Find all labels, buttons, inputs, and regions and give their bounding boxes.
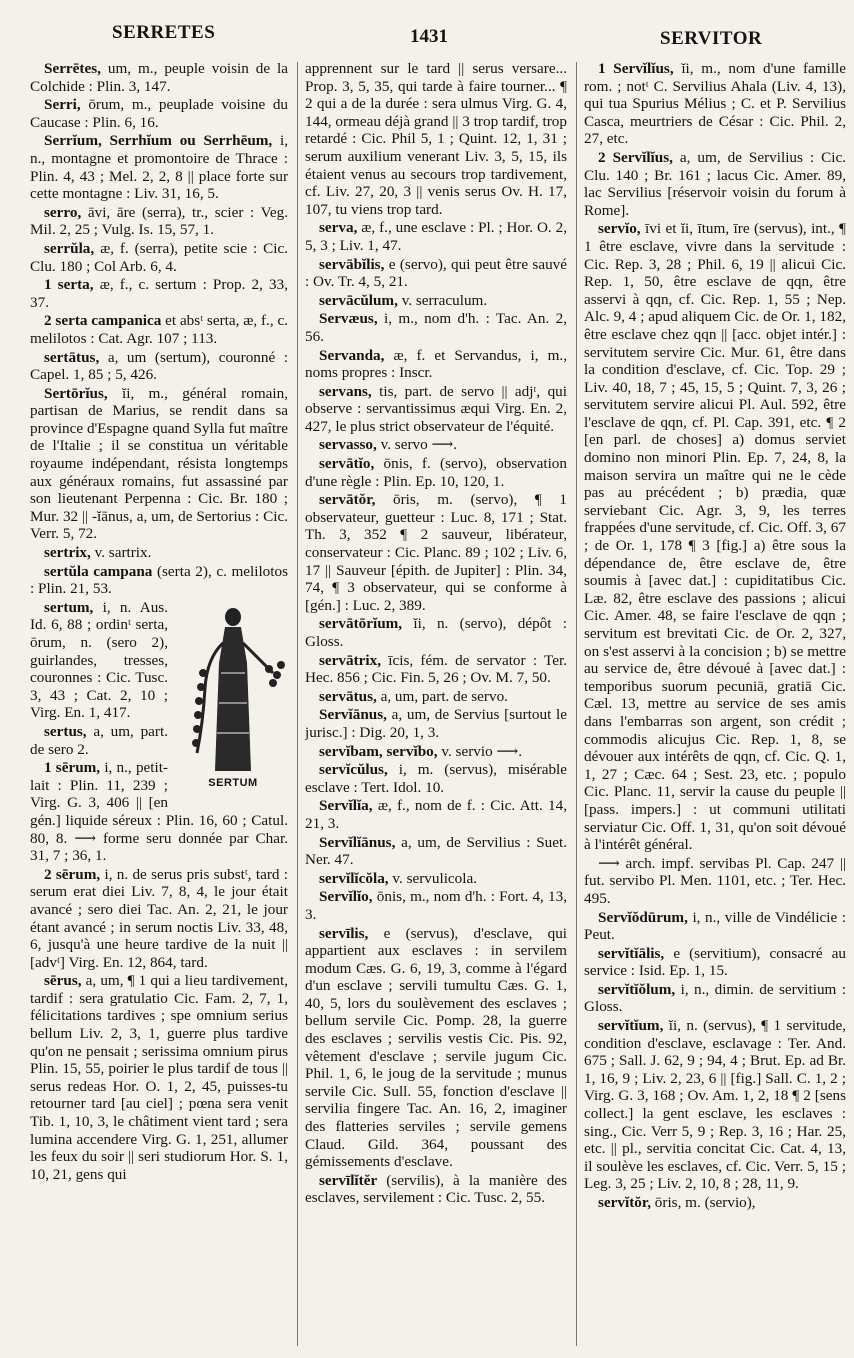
entry-definition: i, m. (servus), misérable esclave : Tert. Idol. 10. xyxy=(305,761,567,796)
dictionary-entry xyxy=(305,652,567,687)
column-3 xyxy=(584,60,846,1348)
entry-definition: æ, f., c. sertum : Prop. 2, 33, 37. xyxy=(30,276,288,311)
dictionary-entry xyxy=(584,909,846,944)
sertum-illustration xyxy=(174,603,288,793)
dictionary-entry xyxy=(584,1017,846,1193)
entry-headword: servātrix, xyxy=(319,651,381,669)
dictionary-entry xyxy=(30,563,288,598)
entry-definition: ōnis, f. (servo), observation d'une règle : Plin. Ep. 10, 120, 1. xyxy=(305,455,567,490)
dictionary-entry xyxy=(305,797,567,832)
dictionary-entry xyxy=(305,888,567,923)
entry-definition: et absᵗ serta, æ, f., c. melilotos : Cat. Agr. 107 ; 113. xyxy=(30,312,288,347)
entry-definition: (servilis), à la manière des esclaves, servilement : Cic. Tusc. 2, 55. xyxy=(305,1171,567,1207)
entry-definition: i, n. Aus. Id. 6, 88 ; ordinᵗ serta, ōrum, n. (sero 2), guirlandes, tresses, couronnes : Cic. Tusc. 3, 43 ; Cat. 2, 10 ; Virg. En. 1, 417. xyxy=(30,598,168,722)
header-left-guideword: SERRETES xyxy=(112,22,216,43)
entry-definition: i, n., dimin. de servitium : Gloss. xyxy=(584,980,846,1016)
entry-definition: (serta 2), c. melilotos : Plin. 21, 53. xyxy=(30,562,288,598)
entry-definition: a, um, de Servilius : Cic. Clu. 140 ; Br. 161 ; lacus Cic. Amer. 89, lac Servilius [réservoir voisin du forum à Rome]. xyxy=(584,148,846,219)
dictionary-entry xyxy=(305,455,567,490)
entry-headword: Servĭlĭo, xyxy=(319,888,373,906)
entry-headword: servātōrĭum, xyxy=(319,615,403,633)
dictionary-entry xyxy=(305,761,567,796)
entry-definition: æ, f., nom de f. : Cic. Att. 14, 21, 3. xyxy=(305,797,567,832)
entry-definition: ĭi, n. (servo), dépôt : Gloss. xyxy=(305,615,567,650)
entry-headword: sertrix, xyxy=(44,544,91,562)
figure-caption: SERTUM xyxy=(208,776,258,789)
dictionary-entry xyxy=(305,491,567,614)
entry-headword: Servæus, xyxy=(319,310,378,328)
entry-definition: e (servitium), consacré au service : Isid. Ep. 1, 15. xyxy=(584,944,846,980)
entry-definition: ōrum, m., peuplade voisine du Caucase : Plin. 6, 16. xyxy=(30,96,288,131)
entry-definition: ĭi, m., nom d'une famille rom. ; notᵗ C. Servilius Ahala (Liv. 4, 13), qui tua Spurius Mélius ; C. et P. Servilius Casca, meurtriers de César : Cic. Phil. 2, 27, etc. xyxy=(584,60,846,148)
entry-headword: serva, xyxy=(319,219,358,237)
dictionary-entry xyxy=(305,383,567,436)
column-2 xyxy=(305,60,567,1348)
entry-headword: servīlis, xyxy=(319,924,369,942)
entry-headword: servācŭlum, xyxy=(319,291,398,309)
dictionary-entry xyxy=(584,60,846,148)
entry-headword: Servĭlĭa, xyxy=(319,797,373,815)
entry-definition: apprennent sur le tard || serus versare... Prop. 3, 5, 35, qui tarde à faire tourner... ¶ 2 qui a de la durée : sera ulmus Virg. G. 4, 144, ormeau déjà grand || 3 trop tardif, trop retardé : Cic. Phil 5, 1 ; Quint. 12, 1, 31 ; serum auxilium venerant Liv. 3, 5, 15, ils étaient venus au secours trop tardivement, cf. Liv. 27, 20, 3 || venis serus Ov. H. 17, 107, tu viens trop tard. xyxy=(305,60,567,218)
statue-with-garland-icon xyxy=(177,603,288,775)
dictionary-entry xyxy=(30,866,288,972)
dictionary-entry xyxy=(305,688,567,706)
page-header xyxy=(0,22,854,50)
entry-definition: ōris, m. (servo), ¶ 1 observateur, guetteur : Luc. 8, 171 ; Stat. Th. 3, 352 ¶ 2 sauveur, libérateur, conservateur : Cic. Planc. 89 ; 102 ; Liv. 6, 17 || Sauveur [épith. de Jupiter] : Plin. 34, 74, ¶ 3 observateur, qui se conforme à [gén.] : Luc. 2, 389. xyxy=(305,491,567,614)
page-number: 1431 xyxy=(410,26,448,47)
entry-headword: sertum, xyxy=(44,598,94,616)
entry-definition: a, um, de Servius [surtout le jurisc.] : Dig. 20, 1, 3. xyxy=(305,706,567,741)
dictionary-entry xyxy=(30,276,288,311)
dictionary-entry xyxy=(305,436,567,454)
entry-headword: servĭo, xyxy=(598,220,641,238)
entry-definition: um, m., peuple voisin de la Colchide : Plin. 3, 147. xyxy=(30,60,288,95)
entry-headword: servans, xyxy=(319,382,372,400)
entry-definition: īcis, fém. de servator : Ter. Hec. 856 ; Cic. Fin. 5, 26 ; Ov. M. 7, 50. xyxy=(305,651,567,687)
entry-headword: Sertōrĭus, xyxy=(44,384,108,402)
entry-headword: Serri, xyxy=(44,96,81,114)
entry-definition: a, um, part. de sero 2. xyxy=(30,722,168,758)
entry-definition: īvi et ĭi, ītum, īre (servus), int., ¶ 1 être esclave, vivre dans la servitude : Cic. Rep. 3, 28 ; Phil. 6, 19 || alicui Cic. Rep. 1, 50, être esclave de qqn, être asservi à qqn, cf. Cic. Rep. 1, 55 ; Nep. Alc. 9, 4 ; apud aliquem Cic. de Or. 1, 182, être esclave chez qqn || [acc. objet intér.] : servitutem servire Cic. Mur. 61, être dans la condition d'esclave, cf. Cic. Top. 29 ; Liv. 40, 18, 7 ; 45, 15, 5 ; Quint. 7, 3, 26 ; servitutem servire alicui Pl. Aul. 592, être l'esclave de qqn, cf. Pl. Cap. 391, etc. ¶ 2 [en parl. de choses] a) domus serviet domino non minori Plin. Ep. 7, 24, 8, la maison servira un maître qui ne le cède pas au précédent ; b) prædia, quæ serviebant Cic. Agr. 3, 9, les terres frappées d'une servitude, cf. Cic. Off. 3, 67 ; de Or. 1, 178 ¶ 3 [fig.] a) être sous la dépendance de, être esclave de, être soumis à [avec dat.] : cupiditatibus Cic. Læ. 82, être esclave des passions ; alicui Cic. Amer. 48, se faire l'esclave de qqn ; servitum est brevitati Cic. de Or. 2, 327, on s'est asservi à la concision ; b) se mettre au service de, être dévoué à [avec dat.] : temporibus suorum pecuniā, gratiā Cic. Cæl. 13, mettre au service de ses amis dans l'embarras son argent, son crédit ; commodis alicujus Cic. Rep. 1, 8, se dévouer aux intérêts de qqn, cf. Cic. Q. 1, 1, 27 ; Cæc. 64 ; Sest. 23, etc. ; populo Cic. Planc. 11, servir la cause du peuple || [pass. impers.] : ut communi utilitati serviatur Cic. Off. 1, 31, qu'on soit dévoué à l'intérêt général. xyxy=(584,220,846,854)
dictionary-entry xyxy=(30,544,288,562)
entry-definition: i, m., nom d'h. : Tac. An. 2, 56. xyxy=(305,310,567,345)
entry-definition: tis, part. de servo || adjᵗ, qui observe : servantissimus æqui Virg. En. 2, 427, le plus strict observateur de l'équité. xyxy=(305,382,567,435)
entry-definition: æ, f., une esclave : Pl. ; Hor. O. 2, 5, 3 ; Liv. 1, 47. xyxy=(305,219,567,254)
dictionary-entry xyxy=(305,743,567,761)
entry-headword: Serrĭum, Serrhĭum ou Serrhēum, xyxy=(44,132,273,150)
entry-definition: i, n., ville de Vindélicie : Peut. xyxy=(584,908,846,944)
dictionary-entry xyxy=(30,204,288,239)
entry-headword: serrŭla, xyxy=(44,239,95,257)
entry-headword: 2 Servĭlĭus, xyxy=(598,148,673,166)
dictionary-entry xyxy=(305,870,567,888)
entry-definition: i, n., montagne et promontoire de Thrace : Plin. 4, 43 ; Mel. 2, 2, 8 || place forte sur cette montagne : Liv. 31, 16, 5. xyxy=(30,132,288,203)
dictionary-entry xyxy=(584,981,846,1016)
dictionary-entry xyxy=(584,855,846,908)
dictionary-entry xyxy=(305,219,567,254)
entry-definition: æ, f. et Servandus, i, m., noms propres : Inscr. xyxy=(305,346,567,382)
entry-headword: servĭlĭcŏla, xyxy=(319,869,389,887)
dictionary-entry xyxy=(584,945,846,980)
dictionary-entry xyxy=(305,706,567,741)
dictionary-entry xyxy=(584,149,846,219)
column-1 xyxy=(30,60,288,1348)
entry-headword: sertŭla campana xyxy=(44,562,153,580)
entry-headword: 1 serta, xyxy=(44,276,94,294)
dictionary-entry xyxy=(30,60,288,95)
entry-headword: servĭtĭŏlum, xyxy=(598,980,676,998)
entry-definition: ĭi, m., général romain, partisan de Marius, se rendit dans sa province d'Espagne quand Sylla fut maître de l'Italie ; il se constitua un véritable royaume indépendant, résista longtemps aux généraux romains, fut assassiné par son lieutenant Perpenna : Cic. Br. 180 ; Mur. 32 || -ĭānus, a, um, de Sertorius : Cic. Verr. 5, 72. xyxy=(30,384,288,543)
entry-definition: v. serraculum. xyxy=(401,291,488,309)
dictionary-entry xyxy=(30,972,288,1183)
entry-headword: Servĭŏdūrum, xyxy=(598,908,688,926)
entry-headword: servīlĭtĕr xyxy=(319,1171,378,1189)
dictionary-entry xyxy=(305,925,567,1171)
entry-headword: servātĭo, xyxy=(319,455,375,473)
entry-definition: ⟶ arch. impf. servibas Pl. Cap. 247 || fut. servibo Pl. Men. 1101, etc. ; Ter. Hec. 495. xyxy=(584,854,846,907)
entry-definition: a, um, ¶ 1 qui a lieu tardivement, tardif : sera gratulatio Cic. Fam. 2, 7, 1, félicitations tardives ; spe omnium serius bellum Liv. 2, 3, 1, guerre plus tardive qu'on ne pensait ; serissima omnium pirus Plin. 15, 55, poirier le plus tardif de tous || serus redeas Hor. O. 1, 2, 45, puisses-tu retourner tard [au ciel] ; pœna sera venit Tib. 1, 10, 3, le châtiment vient tard ; sera lumina accendere Virg. G. 1, 251, allumer les feux du soir || seri studiorum Hor. S. 1, 10, 21, gens qui xyxy=(30,972,288,1183)
dictionary-entry xyxy=(30,132,288,202)
entry-definition: āvi, āre (serra), tr., scier : Veg. Mil. 2, 25 ; Vulg. Is. 15, 57, 1. xyxy=(30,203,288,239)
entry-headword: servasso, xyxy=(319,436,377,454)
entry-definition: v. servulicola. xyxy=(392,869,478,887)
entry-headword: servĭtŏr, xyxy=(598,1194,651,1211)
dictionary-entry xyxy=(584,220,846,853)
entry-headword: Servĭlĭānus, xyxy=(319,833,396,851)
entry-headword: servābĭlis, xyxy=(319,255,385,273)
entry-headword: 1 sērum, xyxy=(44,759,101,777)
dictionary-entry xyxy=(305,256,567,291)
entry-headword: servĭcŭlus, xyxy=(319,761,388,779)
dictionary-entry xyxy=(305,60,567,218)
entry-definition: v. sartrix. xyxy=(94,544,152,562)
entry-definition: a, um, part. de servo. xyxy=(380,687,508,705)
entry-definition: v. servio ⟶. xyxy=(441,742,523,760)
entry-definition: a, um, de Servilius : Suet. Ner. 47. xyxy=(305,833,567,869)
entry-headword: servĭtĭum, xyxy=(598,1017,664,1035)
dictionary-entry xyxy=(305,615,567,650)
dictionary-entry xyxy=(30,349,288,384)
entry-definition: v. servo ⟶. xyxy=(380,436,458,454)
entry-headword: Servanda, xyxy=(319,346,385,364)
entry-definition: e (servo), qui peut être sauvé : Ov. Tr. 4, 5, 21. xyxy=(305,255,567,291)
entry-headword: Servĭānus, xyxy=(319,706,387,724)
entry-headword: Serrētes, xyxy=(44,60,101,77)
entry-definition: a, um (sertum), couronné : Capel. 1, 85 ; 5, 426. xyxy=(30,348,288,384)
dictionary-entry xyxy=(305,347,567,382)
dictionary-entry xyxy=(30,240,288,275)
entry-headword: sertus, xyxy=(44,722,87,740)
entry-headword: servĭbam, servĭbo, xyxy=(319,742,438,760)
dictionary-entry xyxy=(30,312,288,347)
dictionary-entry xyxy=(305,834,567,869)
entry-headword: 2 serta campanica xyxy=(44,312,162,330)
entry-definition: ōris, m. (servio), xyxy=(654,1194,756,1211)
dictionary-entry xyxy=(305,292,567,310)
entry-headword: servātus, xyxy=(319,687,377,705)
entry-definition: i, n. de serus pris substᵗ, tard : serum erat diei Liv. 7, 8, 4, le jour était avancé ; sero diei Tac. An. 2, 21, le jour étant avancé ; in serum noctis Liv. 33, 48, 6, jusqu'à une heure tardive de la nuit || [advᵗ] Virg. En. 12, 864, tard. xyxy=(30,865,288,971)
column-separator xyxy=(297,62,298,1346)
entry-definition: i, n., petit-lait : Plin. 11, 239 ; Virg. G. 3, 406 || [en gén.] liquide séreux : Plin. 16, 60 ; Catul. 80, 8. ⟶ forme seru donnée par Char. 31, 7 ; 36, 1. xyxy=(30,759,288,865)
entry-headword: servātŏr, xyxy=(319,491,376,509)
dictionary-entry xyxy=(305,310,567,345)
entry-definition: ĭi, n. (servus), ¶ 1 servitude, condition d'esclave, esclavage : Ter. And. 675 ; Sall. J. 62, 9 ; 94, 4 ; Brut. Ep. ad Br. 1, 16, 9 ; Liv. 2, 23, 6 || [fig.] Sall. C. 1, 2 ; Virg. G. 3, 168 ; Ov. Am. 1, 2, 18 ¶ 2 [sens collect.] la gent esclave, les esclaves : sing., Cic. Verr 5, 9 ; Rep. 3, 16 ; Har. 25, etc. || pl., servitia concitat Cic. Cat. 4, 13, il soulève les esclaves, cf. Cic. Verr. 5, 15 ; Leg. 3, 25 ; Liv. 2, 10, 8 ; 28, 11, 9. xyxy=(584,1017,846,1193)
entry-definition: ōnis, m., nom d'h. : Fort. 4, 13, 3. xyxy=(305,888,567,923)
entry-definition: e (servus), d'esclave, qui appartient aux esclaves : in servilem modum Cæs. G. 6, 19, 3, comme à l'égard d'un esclave ; servili tumultu Cæs. G. 1, 40, 5, lors du soulèvement des esclaves ; bellum servile Cic. Pomp. 28, la guerre des esclaves ; servilis vestis Cic. Pis. 92, vêtement d'esclave ; servile jugum Cic. Phil. 1, 6, le joug de la servitude ; munus servile Cic. Sull. 55, fonction d'esclave || servilia fingere Tac. An. 16, 2, imaginer des flatteries serviles ; servile gemens Claud. Gild. 364, poussant des gémissements d'esclave. xyxy=(305,924,567,1171)
entry-headword: serro, xyxy=(44,203,82,221)
header-right-guideword: SERVITOR xyxy=(660,28,763,49)
entry-definition: æ, f. (serra), petite scie : Cic. Clu. 180 ; Col Arb. 6, 4. xyxy=(30,239,288,275)
dictionary-entry xyxy=(30,96,288,131)
dictionary-entry xyxy=(305,1172,567,1207)
dictionary-entry xyxy=(30,385,288,543)
entry-headword: 1 Servĭlĭus, xyxy=(598,60,674,77)
column-separator xyxy=(576,62,577,1346)
entry-headword: sertātus, xyxy=(44,348,100,366)
dictionary-entry xyxy=(584,1194,846,1212)
entry-headword: sērus, xyxy=(44,972,82,990)
entry-headword: 2 sērum, xyxy=(44,865,101,883)
entry-headword: servĭtĭālis, xyxy=(598,944,665,962)
